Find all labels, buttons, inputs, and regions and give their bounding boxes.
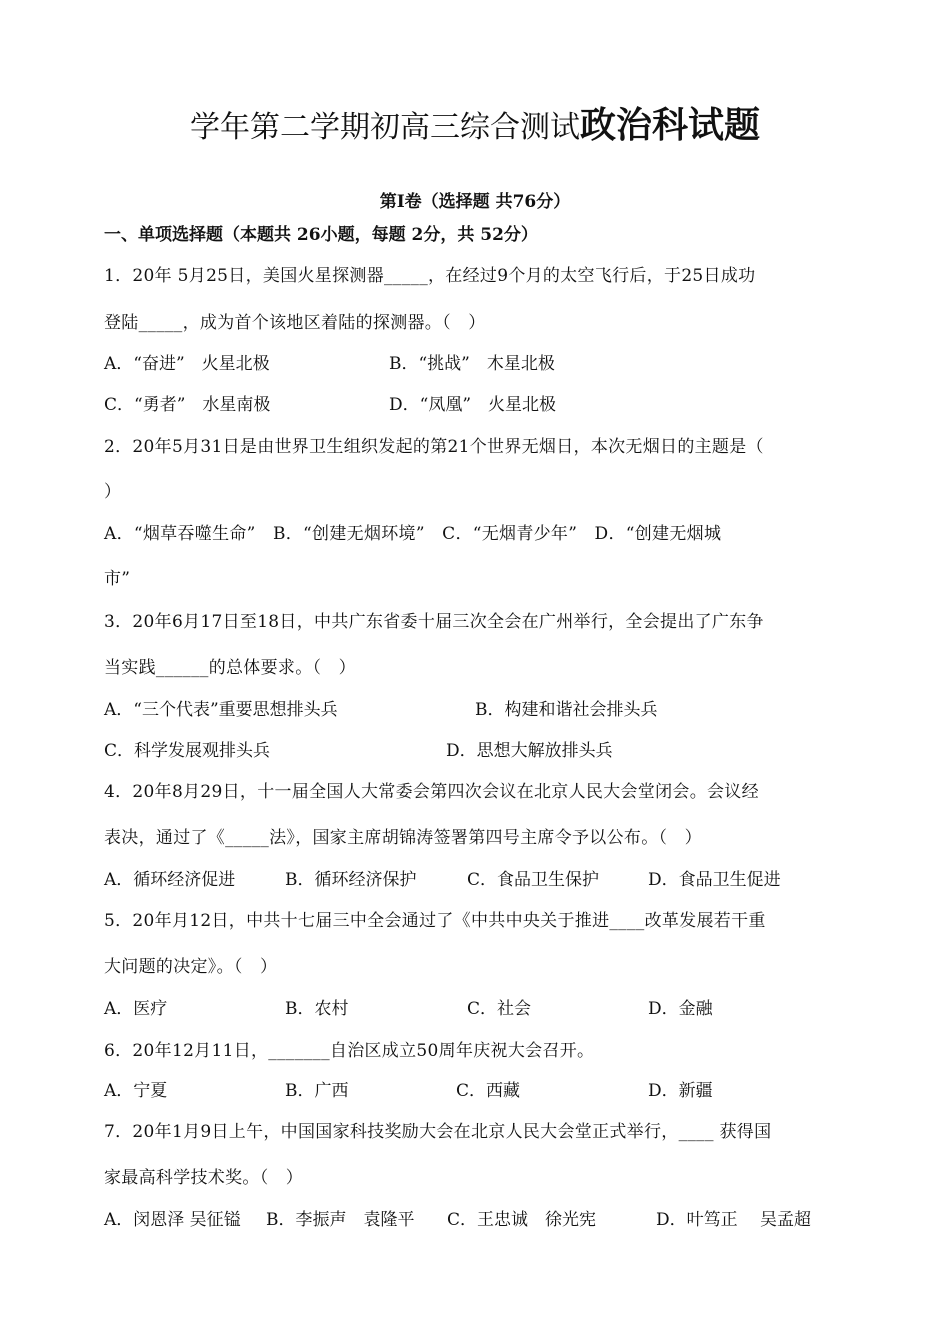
question-1-option-a: A．“奋进” 火星北极 — [104, 354, 270, 374]
question-7-option-c: C．王忠诚 徐光宪 — [447, 1210, 597, 1230]
title-strong: 政治科试题 — [579, 105, 760, 146]
question-5-option-b: B．农村 — [285, 999, 349, 1019]
part-heading: 一、单项选择题（本题共 26小题，每题 2分，共 52分） — [104, 225, 538, 245]
question-3-line-1: 3．20年6月17日至18日，中共广东省委十届三次全会在广州举行，全会提出了广东争 — [104, 612, 764, 632]
question-6-option-c: C．西藏 — [456, 1081, 521, 1101]
question-7-line-1: 7．20年1月9日上午，中国国家科技奖励大会在北京人民大会堂正式举行，____ 获得国 — [104, 1122, 772, 1142]
question-2-options-line-1: A．“烟草吞噬生命” B．“创建无烟环境” C．“无烟青少年” D．“创建无烟城 — [104, 524, 722, 544]
question-4-option-d: D．食品卫生促进 — [648, 870, 781, 890]
question-4-line-1: 4．20年8月29日，十一届全国人大常委会第四次会议在北京人民大会堂闭会。会议经 — [104, 782, 759, 802]
question-2-options-line-2: 市” — [104, 569, 131, 589]
question-3-option-b: B．构建和谐社会排头兵 — [475, 700, 658, 720]
question-2-line-1: 2．20年5月31日是由世界卫生组织发起的第21个世界无烟日，本次无烟日的主题是（ — [104, 437, 764, 457]
question-7-option-b: B．李振声 袁隆平 — [266, 1210, 415, 1230]
question-5-option-a: A．医疗 — [104, 999, 168, 1019]
question-1-line-2: 登陆_____，成为首个该地区着陆的探测器。（ ） — [104, 313, 486, 333]
question-4-option-b: B．循环经济保护 — [285, 870, 417, 890]
question-6-line-1: 6．20年12月11日，_______自治区成立50周年庆祝大会召开。 — [104, 1041, 595, 1061]
question-4-option-a: A．循环经济促进 — [104, 870, 236, 890]
section-title: 第Ⅰ卷（选择题 共76分） — [379, 192, 571, 212]
exam-title — [0, 103, 950, 151]
question-1-option-d: D．“凤凰” 火星北极 — [389, 395, 557, 415]
question-3-option-c: C．科学发展观排头兵 — [104, 741, 271, 761]
question-5-line-1: 5．20年月12日，中共十七届三中全会通过了《中共中央关于推进____改革发展若干重 — [104, 911, 766, 931]
question-6-option-b: B．广西 — [285, 1081, 349, 1101]
question-3-line-2: 当实践______的总体要求。（ ） — [104, 658, 356, 678]
title-normal: 学年第二学期初高三综合测试 — [189, 110, 580, 145]
question-5-option-c: C．社会 — [467, 999, 532, 1019]
question-4-line-2: 表决，通过了《_____法》，国家主席胡锦涛签署第四号主席令予以公布。（ ） — [104, 828, 702, 848]
question-5-line-2: 大问题的决定》。（ ） — [104, 957, 278, 977]
question-1-option-b: B．“挑战” 木星北极 — [389, 354, 555, 374]
question-6-option-d: D．新疆 — [648, 1081, 713, 1101]
question-2-line-2: ） — [104, 482, 122, 502]
question-7-line-2: 家最高科学技术奖。（ ） — [104, 1168, 304, 1188]
question-4-option-c: C．食品卫生保护 — [467, 870, 600, 890]
question-7-option-d: D．叶笃正 吴孟超 — [656, 1210, 812, 1230]
question-7-option-a: A．闵恩泽 吴征镒 — [104, 1210, 241, 1230]
question-3-option-a: A．“三个代表”重要思想排头兵 — [104, 700, 338, 720]
question-1-line-1: 1．20年 5月25日，美国火星探测器_____，在经过9个月的太空飞行后，于25日成功 — [104, 266, 756, 286]
question-1-option-c: C．“勇者” 水星南极 — [104, 395, 271, 415]
question-5-option-d: D．金融 — [648, 999, 713, 1019]
question-6-option-a: A．宁夏 — [104, 1081, 168, 1101]
question-3-option-d: D．思想大解放排头兵 — [446, 741, 613, 761]
